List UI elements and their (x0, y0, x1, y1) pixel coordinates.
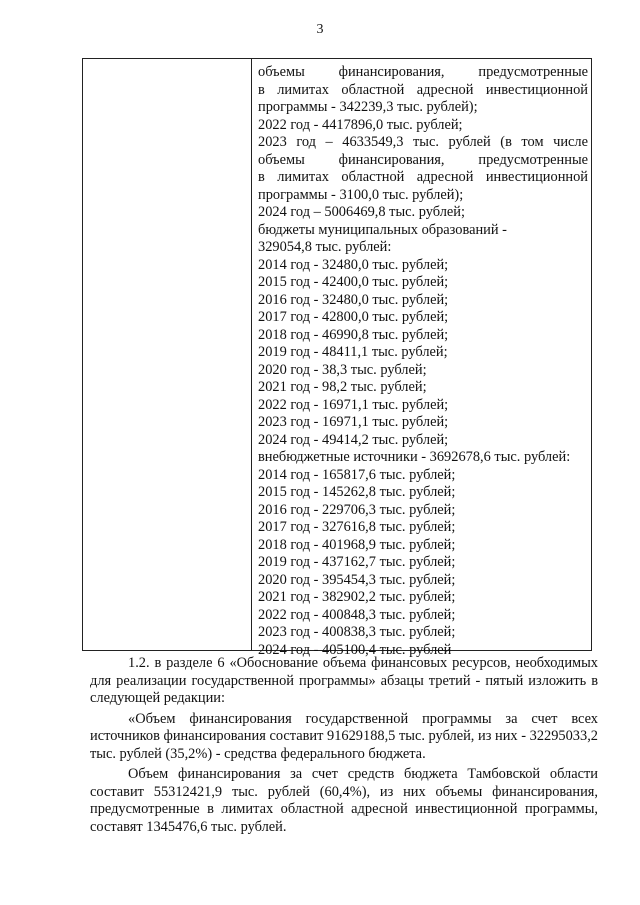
funding-table (82, 58, 592, 658)
table-line: 2024 год - 405100,4 тыс. рублей (258, 641, 452, 658)
paragraph: Объем финансирования за счет средств бюджета Тамбовской области составит 55312421,9 тыс. рублей (60,4%), из них объемы финансирования, предусмотренные в лимитах областной адресной инвестиционной программы, составят 1345476,6 тыс. рублей. (90, 766, 598, 835)
document-body (90, 655, 598, 836)
table-line: бюджеты муниципальных образований - (258, 221, 507, 238)
table-right-cell (258, 64, 588, 659)
table-line: объемы финансирования, предусмотренные (258, 151, 588, 168)
table-column-divider (251, 59, 252, 650)
table-line: 2022 год - 400848,3 тыс. рублей; (258, 606, 456, 623)
table-line: 2020 год - 395454,3 тыс. рублей; (258, 571, 456, 588)
table-line: 2023 год - 400838,3 тыс. рублей; (258, 624, 456, 640)
table-line: 2014 год - 165817,6 тыс. рублей; (258, 466, 456, 483)
table-line: в лимитах областной адресной инвестиционной (258, 169, 588, 185)
table-line: внебюджетные источники - 3692678,6 тыс. рублей: (258, 449, 571, 465)
table-line: 2016 год - 32480,0 тыс. рублей; (258, 291, 449, 308)
table-line: 2022 год - 16971,1 тыс. рублей; (258, 396, 449, 413)
table-line: 2015 год - 145262,8 тыс. рублей; (258, 484, 456, 500)
table-line: 2019 год - 48411,1 тыс. рублей; (258, 344, 448, 360)
table-line: 2016 год - 229706,3 тыс. рублей; (258, 501, 456, 518)
table-line: 2018 год - 46990,8 тыс. рублей; (258, 326, 449, 343)
table-line: 2017 год - 42800,0 тыс. рублей; (258, 309, 449, 325)
table-line: 329054,8 тыс. рублей: (258, 239, 392, 255)
table-line: 2018 год - 401968,9 тыс. рублей; (258, 536, 456, 553)
table-line: 2024 год – 5006469,8 тыс. рублей; (258, 204, 465, 220)
table-line: 2023 год - 16971,1 тыс. рублей; (258, 414, 449, 430)
table-line: 2022 год - 4417896,0 тыс. рублей; (258, 116, 463, 133)
paragraph: 1.2. в разделе 6 «Обоснование объема финансовых ресурсов, необходимых для реализации государственной программы» абзацы третий - пятый изложить в следующей редакции: (90, 655, 598, 706)
table-line: 2014 год - 32480,0 тыс. рублей; (258, 256, 449, 273)
table-line: программы - 3100,0 тыс. рублей); (258, 186, 464, 203)
table-line: в лимитах областной адресной инвестиционной (258, 81, 588, 98)
table-line: 2024 год - 49414,2 тыс. рублей; (258, 431, 449, 448)
table-line: 2020 год - 38,3 тыс. рублей; (258, 361, 427, 378)
paragraph: «Объем финансирования государственной программы за счет всех источников финансирования составит 91629188,5 тыс. рублей, из них - 32295033,2 тыс. рублей (35,2%) - средства федерального бюджета. (90, 710, 598, 762)
table-line: объемы финансирования, предусмотренные (258, 64, 588, 80)
table-line: 2021 год - 98,2 тыс. рублей; (258, 379, 427, 395)
table-line: 2023 год – 4633549,3 тыс. рублей (в том числе (258, 134, 588, 150)
table-line: 2019 год - 437162,7 тыс. рублей; (258, 554, 456, 570)
page-number: 3 (316, 22, 324, 37)
table-line: 2015 год - 42400,0 тыс. рублей; (258, 274, 449, 290)
table-line: 2017 год - 327616,8 тыс. рублей; (258, 519, 456, 535)
table-line: 2021 год - 382902,2 тыс. рублей; (258, 589, 456, 605)
table-line: программы - 342239,3 тыс. рублей); (258, 99, 478, 115)
